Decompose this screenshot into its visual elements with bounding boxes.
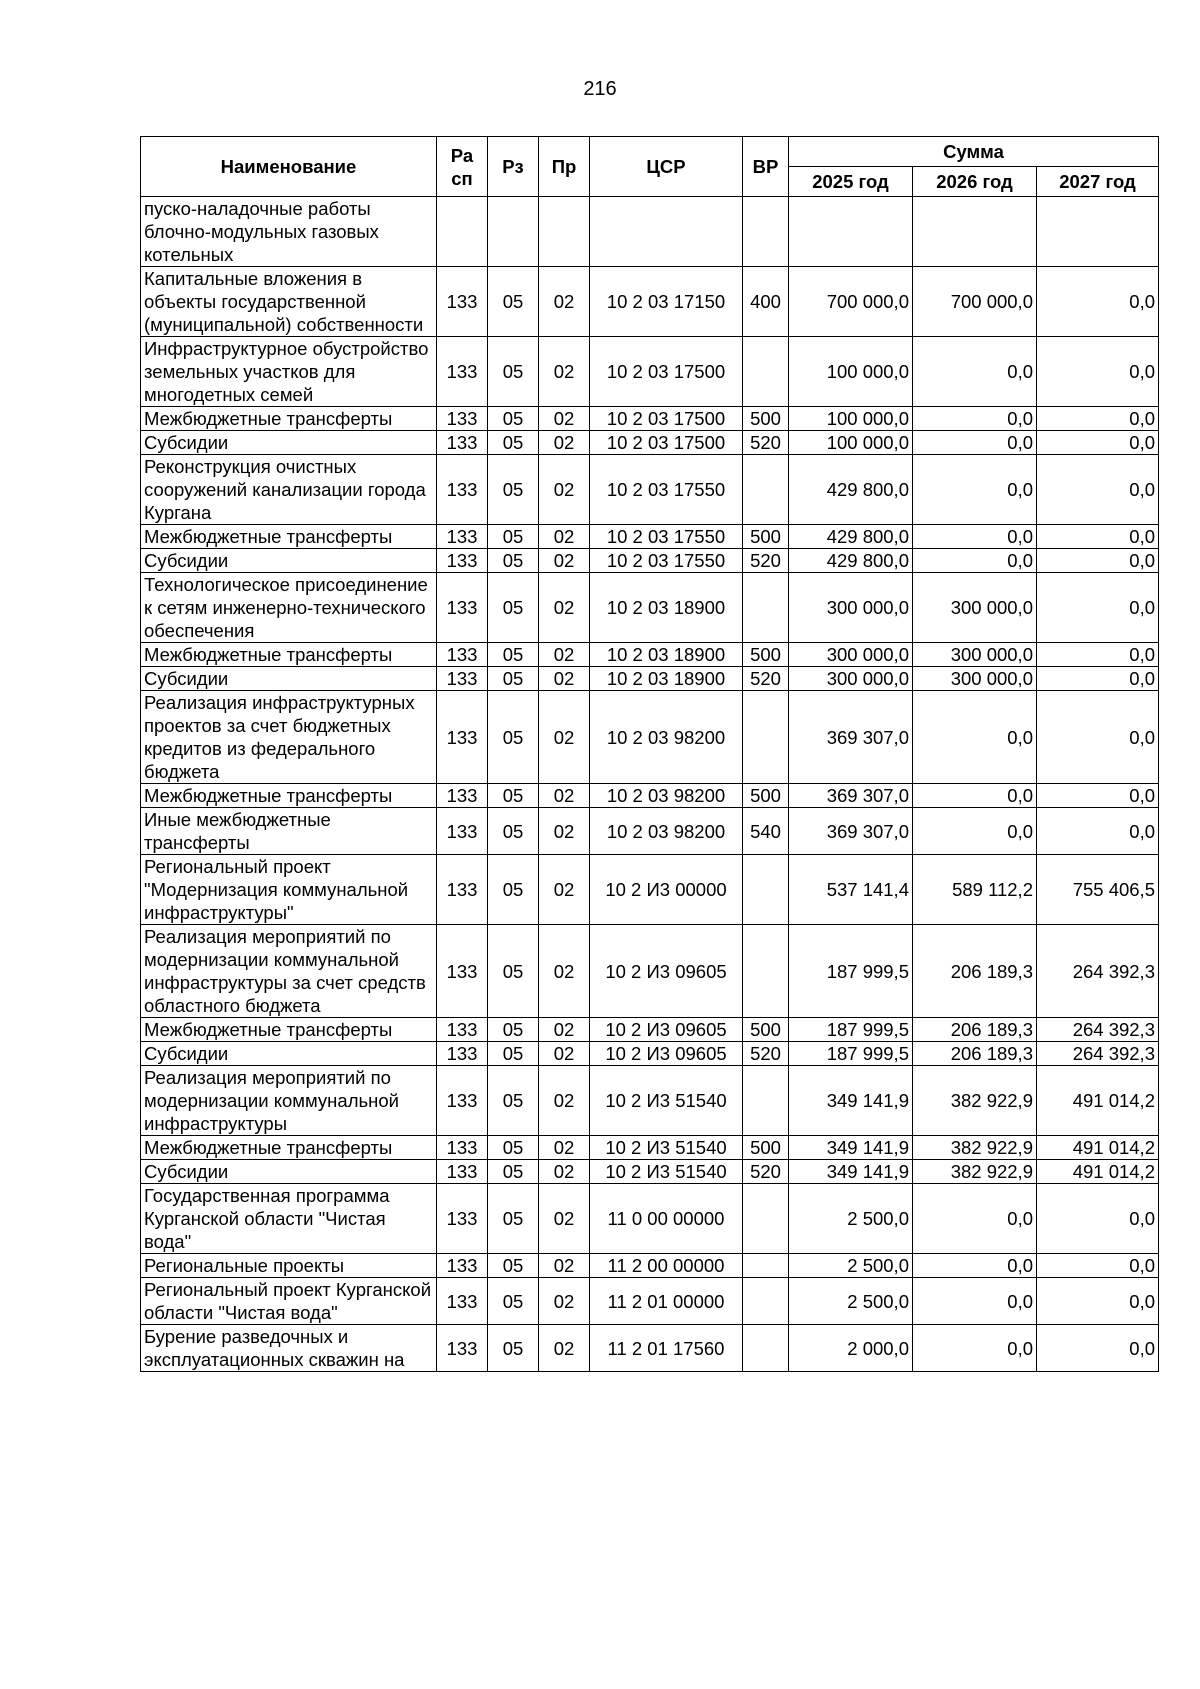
- cell-rz: [488, 197, 539, 267]
- cell-2026: 0,0: [913, 525, 1037, 549]
- cell-2027: 0,0: [1037, 407, 1159, 431]
- cell-2025: 349 141,9: [789, 1136, 913, 1160]
- cell-2026: 0,0: [913, 1278, 1037, 1325]
- cell-csr: 10 2 03 17150: [590, 267, 743, 337]
- cell-2027: [1037, 197, 1159, 267]
- cell-2026: 0,0: [913, 691, 1037, 784]
- cell-name: пуско-наладочные работы блочно-модульных газовых котельных: [141, 197, 437, 267]
- cell-rasp: 133: [437, 1160, 488, 1184]
- table-row: [141, 549, 1159, 573]
- cell-csr: 10 2 03 98200: [590, 784, 743, 808]
- cell-pr: 02: [539, 1325, 590, 1372]
- cell-2026: 206 189,3: [913, 1018, 1037, 1042]
- cell-pr: 02: [539, 1018, 590, 1042]
- cell-csr: 10 2 03 18900: [590, 667, 743, 691]
- cell-pr: 02: [539, 573, 590, 643]
- cell-name: Реализация мероприятий по модернизации коммунальной инфраструктуры: [141, 1066, 437, 1136]
- cell-name: Региональный проект Курганской области "Чистая вода": [141, 1278, 437, 1325]
- cell-rasp: 133: [437, 855, 488, 925]
- cell-vr: 520: [743, 549, 789, 573]
- cell-pr: 02: [539, 431, 590, 455]
- cell-name: Капитальные вложения в объекты государственной (муниципальной) собственности: [141, 267, 437, 337]
- table-row: [141, 525, 1159, 549]
- cell-pr: 02: [539, 925, 590, 1018]
- cell-2025: 300 000,0: [789, 573, 913, 643]
- cell-2025: 100 000,0: [789, 431, 913, 455]
- header-summa: Сумма: [789, 137, 1159, 167]
- cell-2026: 206 189,3: [913, 1042, 1037, 1066]
- cell-rz: 05: [488, 549, 539, 573]
- cell-2027: 264 392,3: [1037, 1018, 1159, 1042]
- cell-vr: [743, 1325, 789, 1372]
- cell-pr: 02: [539, 455, 590, 525]
- cell-name: Межбюджетные трансферты: [141, 1018, 437, 1042]
- cell-2026: 0,0: [913, 431, 1037, 455]
- cell-csr: 10 2 03 17500: [590, 337, 743, 407]
- cell-2026: 382 922,9: [913, 1160, 1037, 1184]
- cell-rz: 05: [488, 1254, 539, 1278]
- cell-csr: 10 2 03 18900: [590, 643, 743, 667]
- cell-2027: 0,0: [1037, 455, 1159, 525]
- cell-pr: 02: [539, 407, 590, 431]
- cell-vr: 500: [743, 784, 789, 808]
- cell-2026: [913, 197, 1037, 267]
- cell-2027: 0,0: [1037, 337, 1159, 407]
- cell-2026: 0,0: [913, 337, 1037, 407]
- cell-csr: 10 2 И3 51540: [590, 1136, 743, 1160]
- cell-name: Межбюджетные трансферты: [141, 1136, 437, 1160]
- cell-2025: 349 141,9: [789, 1160, 913, 1184]
- cell-rasp: 133: [437, 1136, 488, 1160]
- cell-2025: 2 500,0: [789, 1254, 913, 1278]
- cell-csr: 11 0 00 00000: [590, 1184, 743, 1254]
- cell-csr: 10 2 И3 09605: [590, 1042, 743, 1066]
- cell-name: Субсидии: [141, 431, 437, 455]
- cell-vr: 500: [743, 525, 789, 549]
- cell-rz: 05: [488, 1160, 539, 1184]
- cell-vr: 520: [743, 667, 789, 691]
- table-row: [141, 407, 1159, 431]
- cell-csr: 10 2 03 98200: [590, 691, 743, 784]
- cell-csr: 11 2 01 00000: [590, 1278, 743, 1325]
- cell-rasp: 133: [437, 1278, 488, 1325]
- cell-csr: 10 2 И3 51540: [590, 1066, 743, 1136]
- cell-rasp: 133: [437, 1184, 488, 1254]
- cell-csr: 10 2 03 17550: [590, 549, 743, 573]
- cell-pr: 02: [539, 1184, 590, 1254]
- cell-vr: [743, 1254, 789, 1278]
- cell-csr: 10 2 03 17550: [590, 525, 743, 549]
- cell-pr: 02: [539, 267, 590, 337]
- table-row: [141, 337, 1159, 407]
- cell-vr: [743, 455, 789, 525]
- cell-rz: 05: [488, 925, 539, 1018]
- cell-name: Технологическое присоединение к сетям инженерно-технического обеспечения: [141, 573, 437, 643]
- cell-2025: 349 141,9: [789, 1066, 913, 1136]
- cell-vr: 500: [743, 1136, 789, 1160]
- cell-2025: 369 307,0: [789, 691, 913, 784]
- cell-2025: 537 141,4: [789, 855, 913, 925]
- header-pr: Пр: [539, 137, 590, 197]
- header-name: Наименование: [141, 137, 437, 197]
- cell-rasp: 133: [437, 573, 488, 643]
- cell-vr: [743, 573, 789, 643]
- cell-rasp: 133: [437, 337, 488, 407]
- header-year-2027: 2027 год: [1037, 167, 1159, 197]
- cell-2026: 300 000,0: [913, 667, 1037, 691]
- cell-pr: 02: [539, 784, 590, 808]
- table-row: [141, 1278, 1159, 1325]
- cell-name: Региональные проекты: [141, 1254, 437, 1278]
- cell-2026: 0,0: [913, 1184, 1037, 1254]
- cell-rz: 05: [488, 1136, 539, 1160]
- cell-vr: [743, 337, 789, 407]
- cell-2027: 0,0: [1037, 643, 1159, 667]
- table-row: [141, 691, 1159, 784]
- cell-pr: 02: [539, 1254, 590, 1278]
- cell-rasp: 133: [437, 667, 488, 691]
- cell-rasp: [437, 197, 488, 267]
- table-row: [141, 784, 1159, 808]
- cell-2026: 0,0: [913, 784, 1037, 808]
- cell-2025: 429 800,0: [789, 549, 913, 573]
- cell-rz: 05: [488, 667, 539, 691]
- table-row: [141, 808, 1159, 855]
- cell-vr: [743, 197, 789, 267]
- cell-rasp: 133: [437, 784, 488, 808]
- table-row: [141, 431, 1159, 455]
- header-year-2026: 2026 год: [913, 167, 1037, 197]
- cell-rz: 05: [488, 1042, 539, 1066]
- cell-rz: 05: [488, 267, 539, 337]
- cell-rasp: 133: [437, 1042, 488, 1066]
- cell-name: Государственная программа Курганской области "Чистая вода": [141, 1184, 437, 1254]
- cell-csr: 10 2 03 98200: [590, 808, 743, 855]
- cell-rasp: 133: [437, 455, 488, 525]
- cell-rz: 05: [488, 337, 539, 407]
- cell-rasp: 133: [437, 925, 488, 1018]
- cell-name: Бурение разведочных и эксплуатационных скважин на: [141, 1325, 437, 1372]
- cell-2027: 264 392,3: [1037, 925, 1159, 1018]
- cell-2027: 0,0: [1037, 267, 1159, 337]
- cell-rz: 05: [488, 1325, 539, 1372]
- cell-2025: 187 999,5: [789, 1042, 913, 1066]
- cell-2026: 700 000,0: [913, 267, 1037, 337]
- cell-2025: 369 307,0: [789, 808, 913, 855]
- cell-csr: [590, 197, 743, 267]
- cell-2025: 369 307,0: [789, 784, 913, 808]
- cell-rz: 05: [488, 855, 539, 925]
- cell-pr: 02: [539, 549, 590, 573]
- header-rz: Рз: [488, 137, 539, 197]
- cell-name: Межбюджетные трансферты: [141, 407, 437, 431]
- cell-name: Реализация инфраструктурных проектов за счет бюджетных кредитов из федерального бюджета: [141, 691, 437, 784]
- cell-pr: 02: [539, 691, 590, 784]
- cell-pr: 02: [539, 1042, 590, 1066]
- cell-rz: 05: [488, 573, 539, 643]
- cell-rz: 05: [488, 1184, 539, 1254]
- cell-pr: 02: [539, 525, 590, 549]
- cell-rasp: 133: [437, 1066, 488, 1136]
- cell-pr: 02: [539, 1160, 590, 1184]
- cell-pr: 02: [539, 337, 590, 407]
- cell-2027: 0,0: [1037, 573, 1159, 643]
- cell-2026: 0,0: [913, 808, 1037, 855]
- budget-table: [140, 136, 1159, 1372]
- cell-pr: 02: [539, 1278, 590, 1325]
- cell-2025: [789, 197, 913, 267]
- cell-2027: 0,0: [1037, 691, 1159, 784]
- cell-2026: 589 112,2: [913, 855, 1037, 925]
- cell-2027: 0,0: [1037, 1254, 1159, 1278]
- cell-name: Реконструкция очистных сооружений канализации города Кургана: [141, 455, 437, 525]
- cell-vr: [743, 1066, 789, 1136]
- cell-rasp: 133: [437, 267, 488, 337]
- cell-rz: 05: [488, 1066, 539, 1136]
- cell-2027: 491 014,2: [1037, 1066, 1159, 1136]
- cell-name: Инфраструктурное обустройство земельных участков для многодетных семей: [141, 337, 437, 407]
- cell-csr: 10 2 И3 51540: [590, 1160, 743, 1184]
- cell-2026: 382 922,9: [913, 1136, 1037, 1160]
- table-row: [141, 1018, 1159, 1042]
- cell-2027: 0,0: [1037, 1278, 1159, 1325]
- cell-name: Субсидии: [141, 549, 437, 573]
- cell-rz: 05: [488, 525, 539, 549]
- cell-rasp: 133: [437, 1018, 488, 1042]
- cell-vr: 520: [743, 1042, 789, 1066]
- cell-vr: 400: [743, 267, 789, 337]
- cell-csr: 10 2 03 18900: [590, 573, 743, 643]
- table-body: [141, 197, 1159, 1372]
- cell-2026: 382 922,9: [913, 1066, 1037, 1136]
- cell-2025: 2 000,0: [789, 1325, 913, 1372]
- cell-2027: 755 406,5: [1037, 855, 1159, 925]
- cell-2027: 491 014,2: [1037, 1136, 1159, 1160]
- header-rasp: Ра сп: [437, 137, 488, 197]
- cell-rz: 05: [488, 643, 539, 667]
- table-row: [141, 1066, 1159, 1136]
- cell-2025: 2 500,0: [789, 1184, 913, 1254]
- cell-vr: 540: [743, 808, 789, 855]
- cell-2027: 264 392,3: [1037, 1042, 1159, 1066]
- cell-csr: 10 2 03 17550: [590, 455, 743, 525]
- cell-rz: 05: [488, 455, 539, 525]
- cell-2027: 0,0: [1037, 667, 1159, 691]
- cell-rasp: 133: [437, 549, 488, 573]
- cell-2027: 0,0: [1037, 525, 1159, 549]
- cell-2025: 429 800,0: [789, 455, 913, 525]
- cell-2025: 100 000,0: [789, 337, 913, 407]
- cell-2025: 187 999,5: [789, 1018, 913, 1042]
- cell-2026: 0,0: [913, 1254, 1037, 1278]
- cell-csr: 11 2 01 17560: [590, 1325, 743, 1372]
- cell-csr: 10 2 И3 00000: [590, 855, 743, 925]
- cell-rz: 05: [488, 431, 539, 455]
- cell-rasp: 133: [437, 691, 488, 784]
- cell-name: Межбюджетные трансферты: [141, 643, 437, 667]
- cell-name: Субсидии: [141, 667, 437, 691]
- cell-2026: 206 189,3: [913, 925, 1037, 1018]
- table-row: [141, 1160, 1159, 1184]
- cell-name: Межбюджетные трансферты: [141, 525, 437, 549]
- cell-2026: 0,0: [913, 549, 1037, 573]
- table-row: [141, 643, 1159, 667]
- cell-rasp: 133: [437, 431, 488, 455]
- cell-rz: 05: [488, 1278, 539, 1325]
- cell-2025: 429 800,0: [789, 525, 913, 549]
- table-row: [141, 1184, 1159, 1254]
- cell-vr: 500: [743, 1018, 789, 1042]
- cell-2026: 300 000,0: [913, 643, 1037, 667]
- cell-2025: 300 000,0: [789, 667, 913, 691]
- table-row: [141, 1042, 1159, 1066]
- cell-rasp: 133: [437, 525, 488, 549]
- cell-vr: [743, 855, 789, 925]
- cell-2026: 300 000,0: [913, 573, 1037, 643]
- table-row: [141, 1325, 1159, 1372]
- cell-name: Региональный проект "Модернизация коммунальной инфраструктуры": [141, 855, 437, 925]
- cell-vr: [743, 925, 789, 1018]
- page-number: 216: [583, 78, 617, 100]
- cell-csr: 10 2 03 17500: [590, 407, 743, 431]
- header-csr: ЦСР: [590, 137, 743, 197]
- cell-csr: 10 2 И3 09605: [590, 1018, 743, 1042]
- table-row: [141, 667, 1159, 691]
- cell-rasp: 133: [437, 808, 488, 855]
- cell-pr: 02: [539, 1136, 590, 1160]
- cell-rasp: 133: [437, 1325, 488, 1372]
- cell-2027: 491 014,2: [1037, 1160, 1159, 1184]
- table-row: [141, 197, 1159, 267]
- cell-vr: 500: [743, 407, 789, 431]
- cell-name: Межбюджетные трансферты: [141, 784, 437, 808]
- table-row: [141, 573, 1159, 643]
- cell-vr: 520: [743, 431, 789, 455]
- cell-rz: 05: [488, 784, 539, 808]
- cell-2027: 0,0: [1037, 431, 1159, 455]
- cell-2027: 0,0: [1037, 1325, 1159, 1372]
- cell-vr: [743, 691, 789, 784]
- cell-2027: 0,0: [1037, 808, 1159, 855]
- cell-2026: 0,0: [913, 407, 1037, 431]
- table-row: [141, 267, 1159, 337]
- table-row: [141, 925, 1159, 1018]
- table-row: [141, 1254, 1159, 1278]
- cell-name: Иные межбюджетные трансферты: [141, 808, 437, 855]
- cell-2025: 100 000,0: [789, 407, 913, 431]
- cell-rasp: 133: [437, 643, 488, 667]
- cell-2026: 0,0: [913, 455, 1037, 525]
- cell-vr: 500: [743, 643, 789, 667]
- cell-rz: 05: [488, 691, 539, 784]
- cell-pr: 02: [539, 855, 590, 925]
- cell-vr: 520: [743, 1160, 789, 1184]
- cell-2025: 300 000,0: [789, 643, 913, 667]
- cell-2026: 0,0: [913, 1325, 1037, 1372]
- table-row: [141, 455, 1159, 525]
- cell-name: Реализация мероприятий по модернизации коммунальной инфраструктуры за счет средств областного бюджета: [141, 925, 437, 1018]
- cell-rz: 05: [488, 808, 539, 855]
- cell-2025: 2 500,0: [789, 1278, 913, 1325]
- cell-pr: [539, 197, 590, 267]
- header-year-2025: 2025 год: [789, 167, 913, 197]
- cell-csr: 10 2 И3 09605: [590, 925, 743, 1018]
- table-row: [141, 855, 1159, 925]
- cell-csr: 10 2 03 17500: [590, 431, 743, 455]
- cell-rasp: 133: [437, 1254, 488, 1278]
- cell-vr: [743, 1184, 789, 1254]
- cell-2027: 0,0: [1037, 784, 1159, 808]
- cell-pr: 02: [539, 1066, 590, 1136]
- cell-2027: 0,0: [1037, 549, 1159, 573]
- cell-2025: 187 999,5: [789, 925, 913, 1018]
- cell-name: Субсидии: [141, 1042, 437, 1066]
- cell-pr: 02: [539, 667, 590, 691]
- cell-csr: 11 2 00 00000: [590, 1254, 743, 1278]
- cell-rz: 05: [488, 1018, 539, 1042]
- table-row: [141, 1136, 1159, 1160]
- cell-pr: 02: [539, 643, 590, 667]
- cell-2025: 700 000,0: [789, 267, 913, 337]
- cell-rz: 05: [488, 407, 539, 431]
- cell-vr: [743, 1278, 789, 1325]
- cell-rasp: 133: [437, 407, 488, 431]
- cell-pr: 02: [539, 808, 590, 855]
- header-vr: ВР: [743, 137, 789, 197]
- cell-2027: 0,0: [1037, 1184, 1159, 1254]
- cell-name: Субсидии: [141, 1160, 437, 1184]
